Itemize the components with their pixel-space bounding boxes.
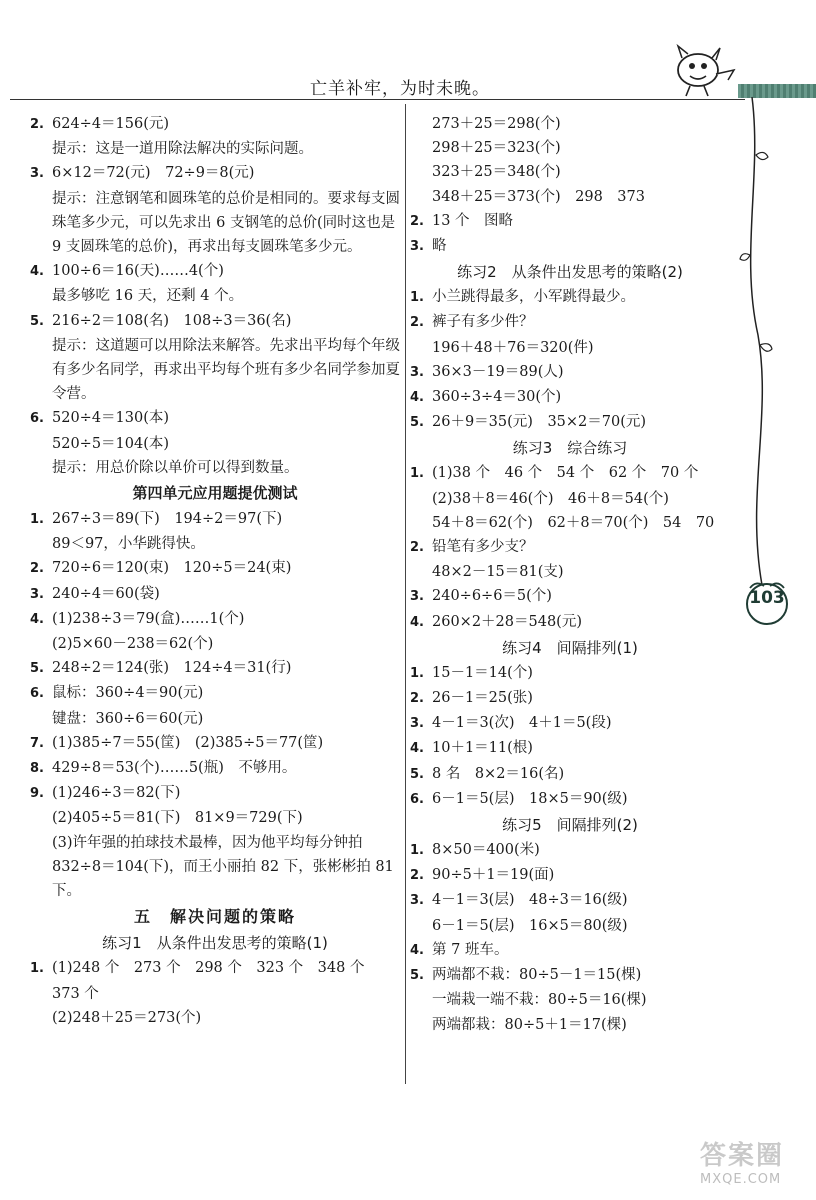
item-number: 1.	[410, 843, 424, 859]
answer-text: (3)许年强的拍球技术最棒，因为他平均每分钟拍 832÷8＝104(下)，而王小丽拍 82 下，张彬彬拍 81 下。	[52, 834, 394, 900]
answer-text: 裤子有多少件？	[432, 314, 534, 331]
answer-text: (1)248 个 273 个 298 个 323 个 348 个	[52, 960, 365, 977]
answer-item	[410, 610, 730, 635]
item-number: 6.	[30, 411, 44, 427]
item-number: 1.	[30, 512, 44, 528]
answer-text: 298＋25＝323(个)	[432, 140, 561, 157]
item-number: 4.	[410, 942, 424, 958]
section-heading: 第四单元应用题提优测试	[132, 484, 298, 503]
answer-line	[410, 487, 730, 511]
exercise-heading: 练习3 综合练习	[512, 439, 628, 458]
answer-text: 54＋8＝62(个) 62＋8＝70(个) 54 70	[432, 514, 715, 531]
header-rule	[10, 99, 745, 100]
item-number: 2.	[410, 213, 424, 229]
header-motto: 亡羊补牢，为时未晚。	[310, 79, 490, 99]
answer-text: 89＜97，小华跳得快。	[52, 536, 205, 553]
answer-text: 最多够吃 16 天，还剩 4 个。	[52, 288, 244, 305]
answer-item	[410, 787, 730, 812]
answer-text: 240÷6÷6＝5(个)	[432, 588, 552, 605]
answer-text: 键盘：360÷6＝60(元)	[52, 710, 204, 727]
answer-item	[30, 781, 400, 806]
exercise-heading: 练习1 从条件出发思考的策略(1)	[102, 934, 328, 953]
answer-line	[30, 284, 400, 308]
item-number: 1.	[410, 466, 424, 482]
answer-text: 260×2＋28＝548(元)	[432, 613, 582, 630]
answer-item	[410, 360, 730, 385]
answer-text: (1)238÷3＝79(盒)……1(个)	[52, 610, 245, 627]
answer-line	[410, 511, 730, 535]
answer-text: (2)38＋8＝46(个) 46＋8＝54(个)	[432, 490, 669, 507]
answer-text: 100÷6＝16(天)……4(个)	[52, 263, 224, 280]
answer-item	[410, 711, 730, 736]
answer-item	[410, 234, 730, 259]
item-number: 3.	[30, 586, 44, 602]
item-number: 1.	[410, 290, 424, 306]
item-number: 1.	[30, 961, 44, 977]
answer-line	[30, 334, 400, 407]
answer-text: 15－1＝14(个)	[432, 664, 533, 681]
item-number: 2.	[410, 691, 424, 707]
answer-item	[30, 259, 400, 284]
answer-item	[410, 963, 730, 988]
answer-item	[410, 385, 730, 410]
exercise-heading: 练习5 间隔排列(2)	[502, 816, 638, 835]
answer-item	[410, 209, 730, 234]
item-number: 3.	[410, 364, 424, 380]
answer-text: 提示：这是一道用除法解决的实际问题。	[52, 141, 313, 158]
answer-line	[410, 560, 730, 584]
item-number: 4.	[410, 390, 424, 406]
answer-text: (1)38 个 46 个 54 个 62 个 70 个	[432, 465, 699, 482]
vine-decoration-icon	[732, 95, 792, 615]
answer-line	[410, 185, 730, 209]
answer-text: (2)5×60－238＝62(个)	[52, 636, 214, 653]
answer-item	[30, 731, 400, 756]
answer-text: 360÷3÷4＝30(个)	[432, 389, 562, 406]
answer-text: 8×50＝400(米)	[432, 842, 540, 859]
answer-text: 两端都栽：80÷5＋1＝17(棵)	[432, 1016, 627, 1033]
page-number: 103	[749, 588, 785, 608]
answer-item	[30, 607, 400, 632]
answer-text: (2)405÷5＝81(下) 81×9＝729(下)	[52, 810, 303, 827]
answer-text: 第 7 班车。	[432, 941, 509, 958]
answer-line	[410, 336, 730, 360]
answer-text: 鼠标：360÷4＝90(元)	[52, 685, 204, 702]
item-number: 4.	[30, 264, 44, 280]
answer-item	[410, 584, 730, 609]
answer-text: 373 个	[52, 985, 99, 1002]
answer-text: 429÷8＝53(个)……5(瓶) 不够用。	[52, 760, 297, 777]
answer-item	[30, 406, 400, 431]
answer-text: 6×12＝72(元) 72÷9＝8(元)	[52, 165, 255, 182]
answer-text: 13 个 图略	[432, 212, 514, 229]
answer-line	[410, 1013, 730, 1037]
answer-text: 略	[432, 238, 447, 255]
answer-text: 10＋1＝11(根)	[432, 740, 533, 757]
answer-line	[30, 137, 400, 161]
item-number: 4.	[410, 741, 424, 757]
answer-item	[410, 285, 730, 310]
answer-line	[30, 707, 400, 731]
answer-text: 323＋25＝348(个)	[432, 164, 561, 181]
answer-line	[30, 806, 400, 830]
answer-item	[30, 756, 400, 781]
answer-item	[30, 507, 400, 532]
answer-text: 267÷3＝89(下) 194÷2＝97(下)	[52, 511, 283, 528]
answer-text: 4－1＝3(层) 48÷3＝16(级)	[432, 892, 628, 909]
item-number: 6.	[410, 791, 424, 807]
answer-line	[410, 112, 730, 136]
answer-item	[410, 863, 730, 888]
watermark-url: MXQE.COM	[700, 1172, 782, 1187]
answer-item	[30, 681, 400, 706]
item-number: 8.	[30, 761, 44, 777]
answer-line	[30, 1006, 400, 1030]
item-number: 7.	[30, 735, 44, 751]
answer-text: (1)246÷3＝82(下)	[52, 785, 181, 802]
answer-item	[30, 161, 400, 186]
item-number: 3.	[410, 589, 424, 605]
item-number: 5.	[410, 766, 424, 782]
item-number: 2.	[30, 117, 44, 132]
answer-text: 216÷2＝108(名) 108÷3＝36(名)	[52, 312, 292, 329]
answer-text: 提示：用总价除以单价可以得到数量。	[52, 459, 299, 476]
answer-text: 提示：这道题可以用除法来解答。先求出平均每个年级有多少名同学，再求出平均每个班有多少名同学参加夏令营。	[52, 337, 400, 403]
answer-text: 240÷4＝60(袋)	[52, 585, 160, 602]
answer-text: 48×2－15＝81(支)	[432, 564, 564, 581]
answer-text: 小兰跳得最多，小军跳得最少。	[432, 289, 635, 306]
answer-text: 248÷2＝124(张) 124÷4＝31(行)	[52, 660, 292, 677]
answer-line	[30, 831, 400, 904]
right-column	[410, 112, 730, 1037]
answer-item	[410, 888, 730, 913]
answer-item	[410, 938, 730, 963]
item-number: 3.	[30, 166, 44, 182]
item-number: 3.	[410, 716, 424, 732]
item-number: 2.	[30, 561, 44, 577]
answer-text: 两端都不栽：80÷5－1＝15(棵)	[432, 967, 642, 984]
answer-text: (2)248＋25＝273(个)	[52, 1009, 202, 1026]
answer-text: 90÷5＋1＝19(面)	[432, 867, 555, 884]
item-number: 5.	[30, 313, 44, 329]
answer-text: 273＋25＝298(个)	[432, 116, 561, 132]
answer-line	[410, 914, 730, 938]
answer-text: 26－1＝25(张)	[432, 690, 533, 707]
item-number: 2.	[410, 540, 424, 556]
answer-line	[410, 988, 730, 1012]
item-number: 3.	[410, 239, 424, 255]
answer-item	[410, 838, 730, 863]
answer-item	[30, 556, 400, 581]
answer-text: 6－1＝5(层) 16×5＝80(级)	[432, 917, 628, 934]
answer-line	[30, 432, 400, 456]
answer-item	[30, 956, 400, 981]
answer-text: 36×3－19＝89(人)	[432, 363, 564, 380]
answer-item	[410, 410, 730, 435]
answer-item	[30, 309, 400, 334]
answer-text: (1)385÷7＝55(筐) (2)385÷5＝77(筐)	[52, 734, 324, 751]
section-heading: 五 解决问题的策略	[133, 907, 296, 927]
item-number: 4.	[30, 611, 44, 627]
answer-item	[410, 535, 730, 560]
answer-line	[30, 632, 400, 656]
answer-item	[30, 112, 400, 137]
answer-line	[30, 187, 400, 260]
answer-text: 520÷5＝104(本)	[52, 435, 170, 452]
answer-item	[410, 661, 730, 686]
answer-text: 348＋25＝373(个) 298 373	[432, 188, 645, 205]
answer-item	[410, 310, 730, 335]
item-number: 5.	[30, 661, 44, 677]
answer-item	[410, 736, 730, 761]
answer-line	[410, 136, 730, 160]
answer-line	[30, 456, 400, 480]
answer-text: 520÷4＝130(本)	[52, 410, 170, 427]
answer-item	[410, 461, 730, 486]
item-number: 2.	[410, 868, 424, 884]
item-number: 3.	[410, 893, 424, 909]
item-number: 6.	[30, 686, 44, 702]
watermark-logo: 答案圈	[700, 1141, 785, 1171]
answer-text: 6－1＝5(层) 18×5＝90(级)	[432, 790, 628, 807]
item-number: 9.	[30, 786, 44, 802]
item-number: 5.	[410, 968, 424, 984]
answer-text: 196＋48＋76＝320(件)	[432, 339, 594, 356]
exercise-heading: 练习2 从条件出发思考的策略(2)	[457, 263, 683, 282]
left-column	[30, 112, 400, 1030]
answer-text: 26＋9＝35(元) 35×2＝70(元)	[432, 414, 647, 431]
answer-text: 624÷4＝156(元)	[52, 116, 170, 132]
answer-item	[30, 582, 400, 607]
answer-item	[410, 686, 730, 711]
answer-line	[30, 982, 400, 1006]
item-number: 5.	[410, 415, 424, 431]
answer-text: 8 名 8×2＝16(名)	[432, 765, 565, 782]
column-divider	[405, 104, 406, 1084]
answer-item	[410, 762, 730, 787]
answer-text: 一端栽一端不栽：80÷5＝16(棵)	[432, 992, 647, 1009]
cartoon-mascot-icon	[668, 40, 738, 98]
item-number: 1.	[410, 665, 424, 681]
answer-item	[30, 656, 400, 681]
item-number: 2.	[410, 315, 424, 331]
answer-text: 铅笔有多少支？	[432, 539, 534, 556]
answer-text: 4－1＝3(次) 4＋1＝5(段)	[432, 715, 612, 732]
answer-text: 720÷6＝120(束) 120÷5＝24(束)	[52, 560, 292, 577]
answer-line	[30, 532, 400, 556]
answer-text: 提示：注意钢笔和圆珠笔的总价是相同的。要求每支圆珠笔多少元，可以先求出 6 支钢笔的总价(同时这也是 9 支圆珠笔的总价)，再求出每支圆珠笔多少元。	[52, 190, 400, 256]
item-number: 4.	[410, 614, 424, 630]
exercise-heading: 练习4 间隔排列(1)	[502, 638, 638, 657]
answer-line	[410, 160, 730, 184]
